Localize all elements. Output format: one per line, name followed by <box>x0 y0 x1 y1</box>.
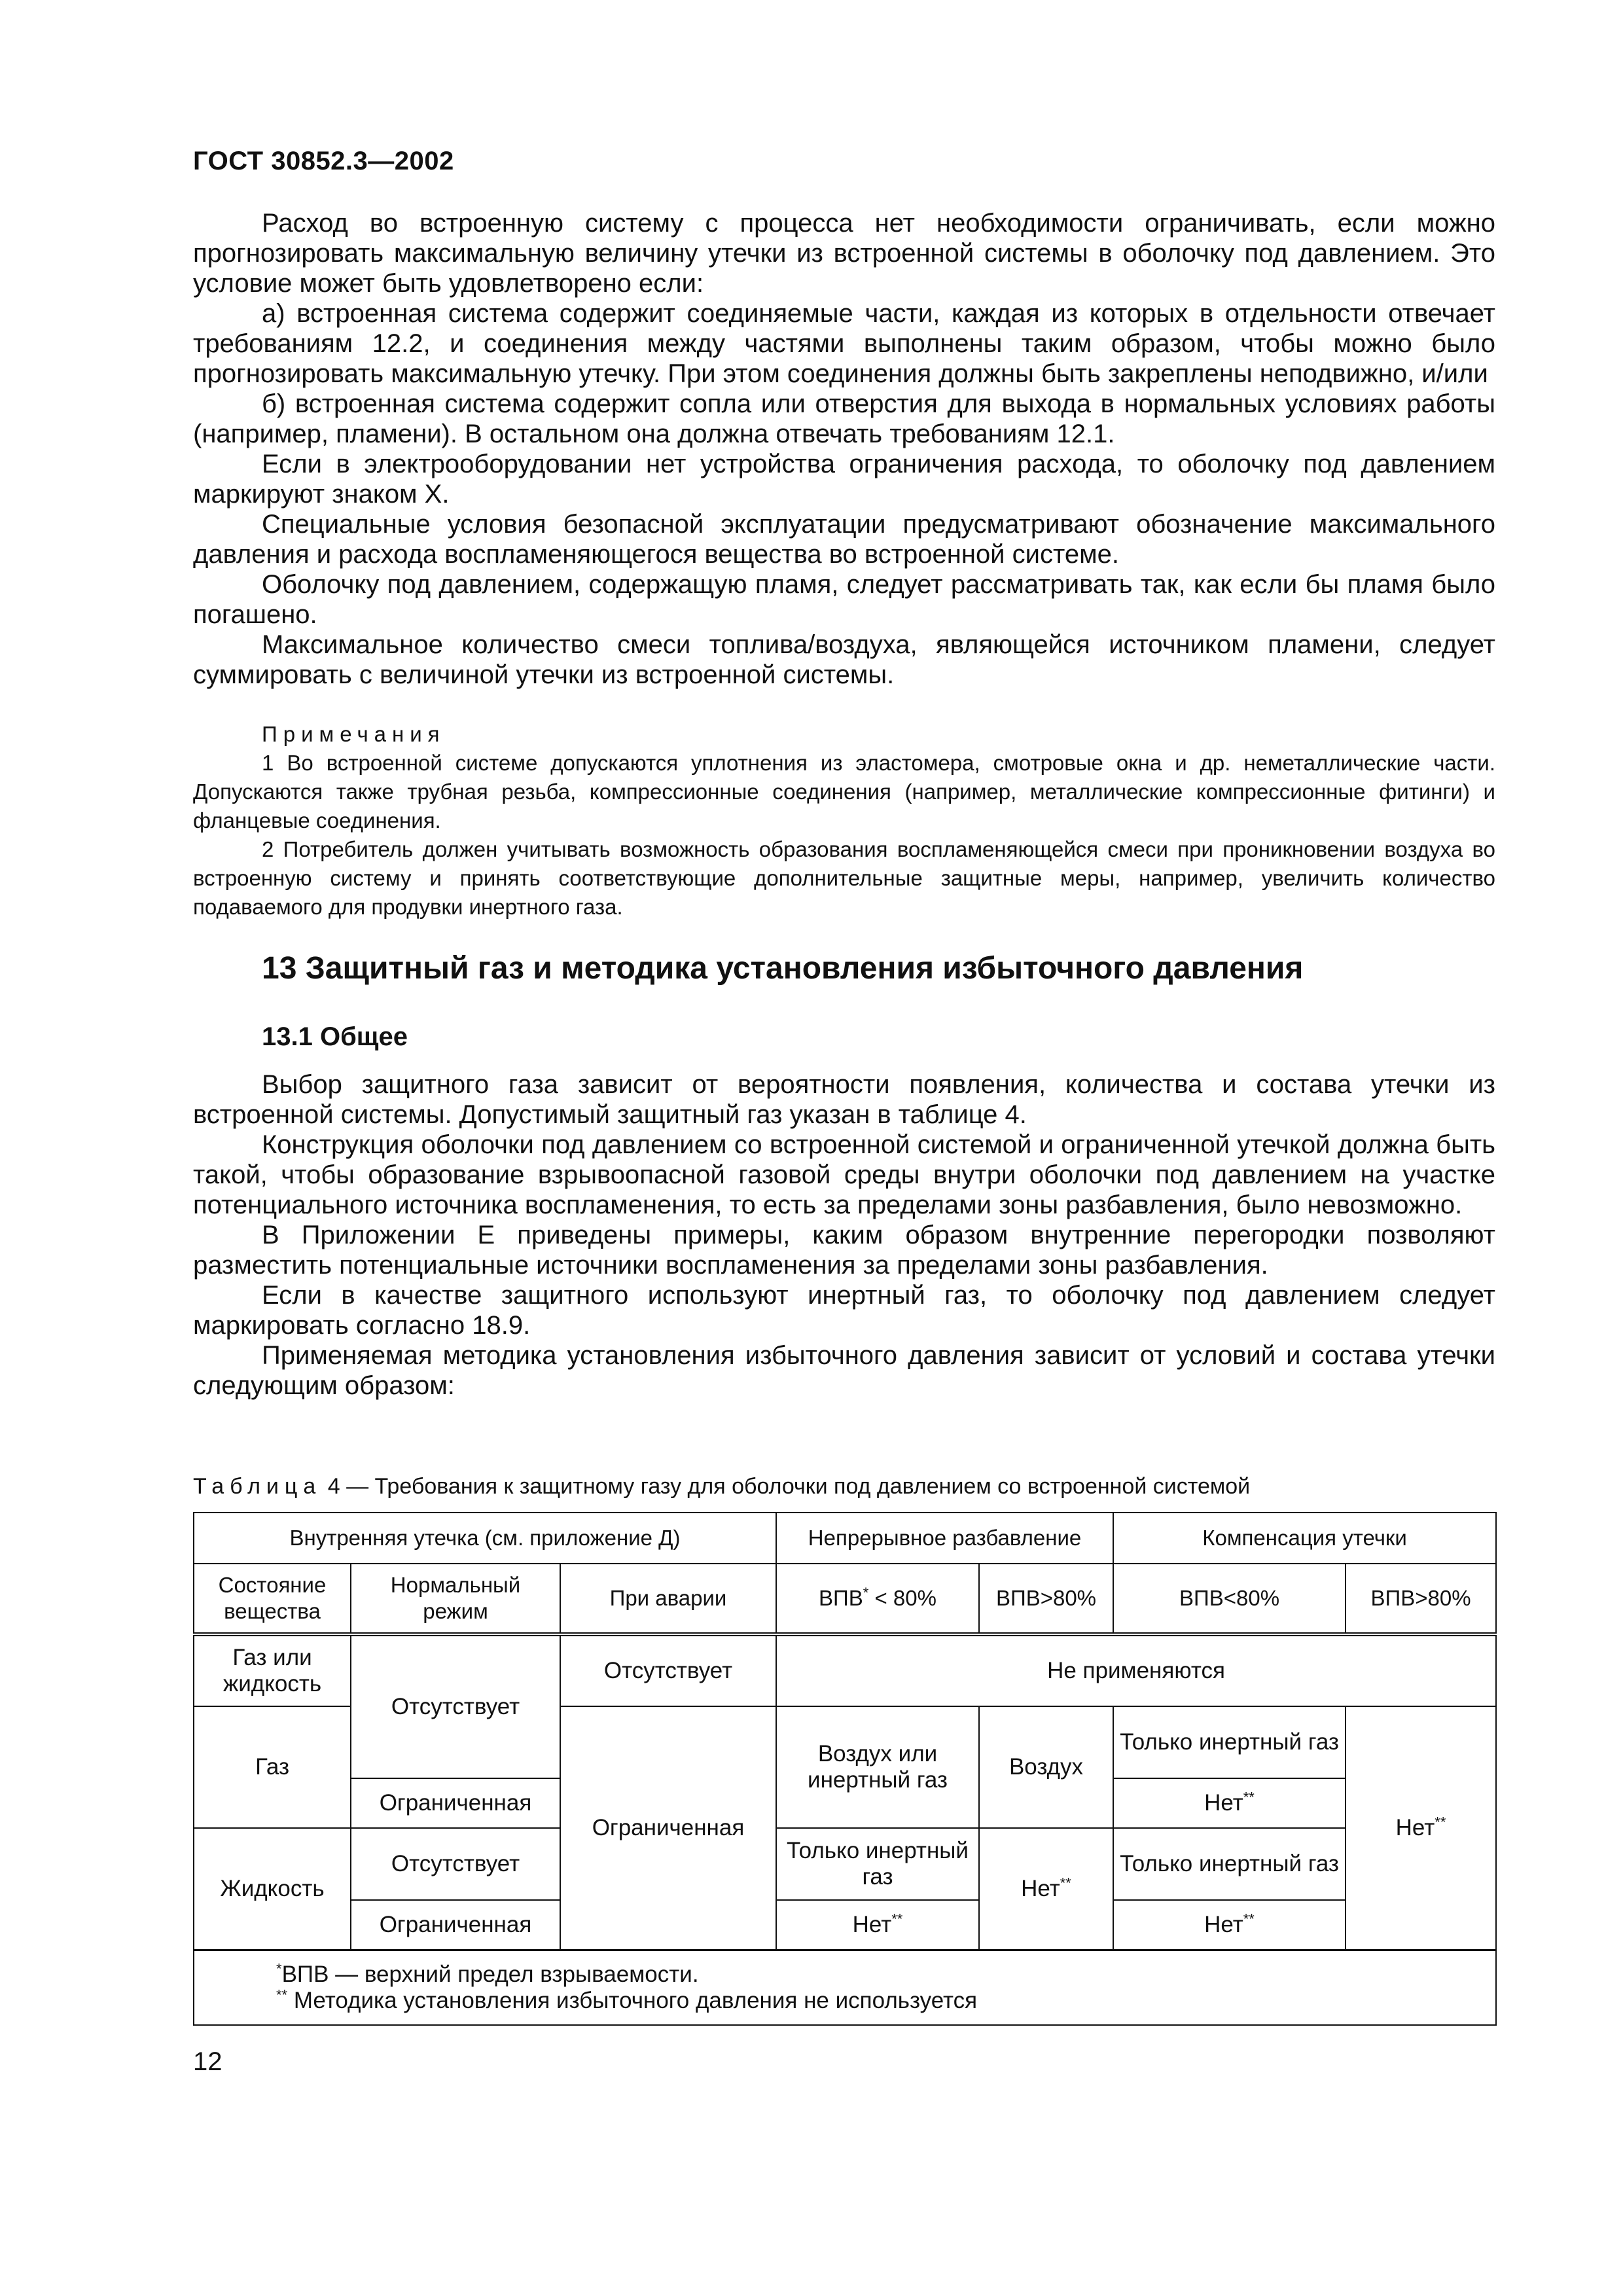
paragraph: а) встроенная система содержит соединяемые части, каждая из которых в отдельности отвечает требованиям 12.2, и соединения между частями выполнены таким образом, чтобы можно было прогнозировать максимальную утечку. При этом соединения должны быть закреплены неподвижно, и/или <box>193 299 1495 388</box>
cell-no-text: Нет <box>1204 1911 1243 1937</box>
note-item: 1 Во встроенной системе допускаются уплотнения из эластомера, смотровые окна и др. неметаллические части. Допускаются также трубная резьба, компрессионные соединения (например, металлические компрессионные фитинги) и фланцевые соединения. <box>193 751 1495 833</box>
section-heading: 13 Защитный газ и методика установления избыточного давления <box>262 951 1304 986</box>
header-uel-lt80-dilution <box>776 1564 979 1634</box>
cell-limited-normal-liquid: Ограниченная <box>351 1900 560 1950</box>
cell-no-uel-gt80 <box>1346 1706 1496 1950</box>
paragraph: Если в электрооборудовании нет устройства ограничения расхода, то оболочку под давлением маркируют знаком X. <box>193 450 1495 509</box>
header-continuous-dilution: Непрерывное разбавление <box>776 1513 1113 1564</box>
cell-no-text: Нет <box>1021 1875 1060 1901</box>
header-uel-lt80-compensation: ВПВ<80% <box>1113 1564 1346 1634</box>
footnote-marker: ** <box>891 1910 903 1928</box>
header-normal-mode: Нормальный режим <box>351 1564 560 1634</box>
notes-block <box>193 720 1495 922</box>
header-uel-gt80-dilution: ВПВ>80% <box>979 1564 1113 1634</box>
cell-no-gas-compensation <box>1113 1778 1346 1828</box>
cell-only-inert-liquid-compensation: Только инертный газ <box>1113 1828 1346 1900</box>
paragraph: Если в качестве защитного используют инертный газ, то оболочку под давлением следует маркировать согласно 18.9. <box>193 1281 1495 1340</box>
footnote-marker: ** <box>1435 1814 1446 1831</box>
header-state: Состояние вещества <box>194 1564 351 1634</box>
header-uel-value: < 80% <box>868 1586 936 1610</box>
cell-air-or-inert: Воздух или инертный газ <box>776 1706 979 1828</box>
table-caption <box>193 1474 1250 1499</box>
table-caption-text: 4 — Требования к защитному газу для оболочки под давлением со встроенной системой <box>321 1474 1251 1499</box>
cell-absent-normal: Отсутствует <box>351 1634 560 1778</box>
paragraph: Оболочку под давлением, содержащую пламя, следует рассматривать так, как если бы пламя было погашено. <box>193 570 1495 629</box>
footnote-1 <box>276 1962 1489 1988</box>
footnote-marker: ** <box>1060 1874 1071 1892</box>
notes-title: Примечания <box>262 722 446 746</box>
cell-no-text: Нет <box>852 1911 892 1937</box>
paragraph: Максимальное количество смеси топлива/воздуха, являющейся источником пламени, следует суммировать с величиной утечки из встроенной системы. <box>193 630 1495 689</box>
cell-absent-normal-liquid: Отсутствует <box>351 1828 560 1900</box>
cell-only-inert-liquid-dilution: Только инертный газ <box>776 1828 979 1900</box>
footnote-marker: * <box>863 1585 869 1601</box>
paragraph: Выбор защитного газа зависит от вероятности появления, количества и состава утечки из встроенной системы. Допустимый защитный газ указан в таблице 4. <box>193 1070 1495 1129</box>
cell-gas: Газ <box>194 1706 351 1828</box>
cell-no-text: Нет <box>1395 1814 1435 1840</box>
cell-no-limited-liquid-dilution <box>776 1900 979 1950</box>
intro-text <box>193 208 1495 690</box>
cell-not-applied: Не применяются <box>776 1634 1496 1706</box>
subsection-heading: 13.1 Общее <box>262 1022 408 1051</box>
paragraph: Специальные условия безопасной эксплуатации предусматривают обозначение максимального давления и расхода воспламеняющегося вещества во встроенной системе. <box>193 510 1495 569</box>
footnote-marker: ** <box>1243 1910 1255 1928</box>
document-header: ГОСТ 30852.3—2002 <box>193 147 454 175</box>
footnote-text: Методика установления избыточного давления не используется <box>293 1987 978 2013</box>
header-emergency: При аварии <box>560 1564 776 1634</box>
header-leak-compensation: Компенсация утечки <box>1113 1513 1496 1564</box>
footnote-marker: ** <box>1243 1789 1255 1806</box>
header-internal-leak: Внутренняя утечка (см. приложение Д) <box>194 1513 776 1564</box>
table-caption-word: Таблица <box>193 1474 322 1499</box>
note-item: 2 Потребитель должен учитывать возможность образования воспламеняющейся смеси при проникновении воздуха во встроенную систему и принять соответствующие дополнительные защитные меры, например, увеличить количество подаваемого для продувки инертного газа. <box>193 837 1495 919</box>
paragraph: Расход во встроенную систему с процесса нет необходимости ограничивать, если можно прогнозировать максимальную величину утечки из встроенной системы в оболочку под давлением. Это условие может быть удовлетворено если: <box>193 209 1495 298</box>
table-4 <box>193 1512 1497 2026</box>
table-footnotes <box>194 1950 1496 2025</box>
header-uel-gt80-compensation: ВПВ>80% <box>1346 1564 1496 1634</box>
cell-absent-emergency: Отсутствует <box>560 1634 776 1706</box>
cell-no-text: Нет <box>1204 1790 1243 1816</box>
section-13-text <box>193 1069 1495 1401</box>
paragraph: Применяемая методика установления избыточного давления зависит от условий и состава утечки следующим образом: <box>193 1341 1495 1400</box>
cell-only-inert-gas: Только инертный газ <box>1113 1706 1346 1778</box>
cell-gas-or-liquid: Газ или жидкость <box>194 1634 351 1706</box>
cell-no-liquid-dilution <box>979 1828 1113 1950</box>
cell-limited-emergency: Ограниченная <box>560 1706 776 1950</box>
cell-limited-normal-gas: Ограниченная <box>351 1778 560 1828</box>
paragraph: б) встроенная система содержит сопла или отверстия для выхода в нормальных условиях работы (например, пламени). В остальном она должна отвечать требованиям 12.1. <box>193 389 1495 448</box>
footnote-marker: * <box>276 1960 282 1977</box>
paragraph: В Приложении Е приведены примеры, каким образом внутренние перегородки позволяют разместить потенциальные источники воспламенения за пределами зоны разбавления. <box>193 1221 1495 1280</box>
footnote-2 <box>276 1988 1489 2014</box>
footnote-marker: ** <box>276 1986 288 2003</box>
cell-no-limited-liquid-compensation <box>1113 1900 1346 1950</box>
header-uel-label: ВПВ <box>819 1586 863 1610</box>
page-number: 12 <box>193 2047 223 2076</box>
cell-liquid: Жидкость <box>194 1828 351 1950</box>
footnote-text: ВПВ — верхний предел взрываемости. <box>281 1961 699 1987</box>
cell-air: Воздух <box>979 1706 1113 1828</box>
paragraph: Конструкция оболочки под давлением со встроенной системой и ограниченной утечкой должна быть такой, чтобы образование взрывоопасной газовой среды внутри оболочки под давлением на участке потенциального источника воспламенения, то есть за пределами зоны разбавления, было невозможно. <box>193 1130 1495 1219</box>
